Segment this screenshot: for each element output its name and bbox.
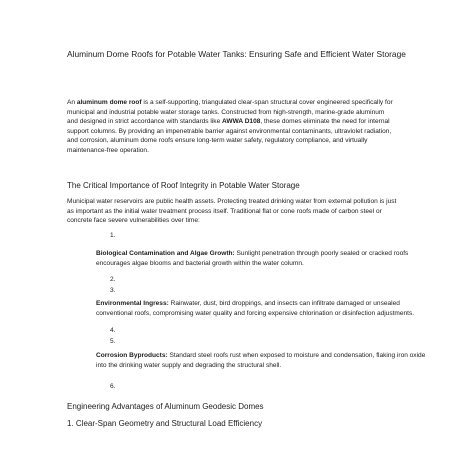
intro-bold-standard: AWWA D108	[222, 118, 261, 125]
intro-prefix: An	[67, 99, 77, 106]
list-item-text: Rainwater, dust, bird droppings, and insects can infiltrate damaged or unsealed conventional roofs, compromising water quality and forcing expensive chlorination or disinfection adjustments.	[96, 300, 415, 317]
list-number-2: 2.	[110, 276, 116, 283]
intro-text-2: , these domes eliminate the need for internal support columns. By providing an impenetrable barrier against environmental contaminants, ultraviolet radiation, and corrosion, aluminum dome roofs ensure long-term water safety, regulatory compliance, and virtually maintenance-free operation.	[67, 118, 392, 154]
list-item-bold-label: Biological Contamination and Algae Growth:	[96, 250, 235, 257]
list-item-bold-label: Corrosion Byproducts:	[96, 352, 168, 359]
list-number-6: 6.	[110, 383, 116, 390]
list-number-1: 1.	[110, 232, 116, 239]
section-heading-engineering: Engineering Advantages of Aluminum Geodesic Domes	[67, 402, 264, 411]
list-number-5: 5.	[110, 338, 116, 345]
list-number-3: 3.	[110, 287, 116, 294]
intro-paragraph	[67, 98, 397, 155]
section-heading-roof-integrity: The Critical Importance of Roof Integrity in Potable Water Storage	[67, 181, 300, 190]
list-item-text: Sunlight penetration through poorly sealed or cracked roofs encourages algae blooms and bacterial growth within the water column.	[96, 250, 409, 267]
subsection-heading-clear-span: 1. Clear-Span Geometry and Structural Load Efficiency	[67, 419, 263, 428]
list-item-biological	[96, 249, 430, 268]
intro-bold-term: aluminum dome roof	[76, 99, 142, 106]
intro-text-1: is a self-supporting, triangulated clear-span structural cover engineered specifically for municipal and industrial potable water storage tanks. Constructed from high-strength, marine-grade aluminum and designed in strict accordance with standards like	[67, 99, 393, 125]
list-item-environmental	[96, 299, 430, 318]
list-item-bold-label: Environmental Ingress:	[96, 300, 169, 307]
document-title: Aluminum Dome Roofs for Potable Water Tanks: Ensuring Safe and Efficient Water Storage	[67, 49, 406, 59]
list-item-corrosion	[96, 351, 430, 370]
list-item-text: Standard steel roofs rust when exposed to moisture and condensation, flaking iron oxide into the drinking water supply and degrading the structural shell.	[96, 352, 426, 369]
section-intro-paragraph: Municipal water reservoirs are public health assets. Protecting treated drinking water from external pollution is just as important as the initial water treatment process itself. Traditional flat or cone roofs made of carbon steel or concrete face severe vulnerabilities over time:	[67, 198, 397, 224]
list-number-4: 4.	[110, 327, 116, 334]
